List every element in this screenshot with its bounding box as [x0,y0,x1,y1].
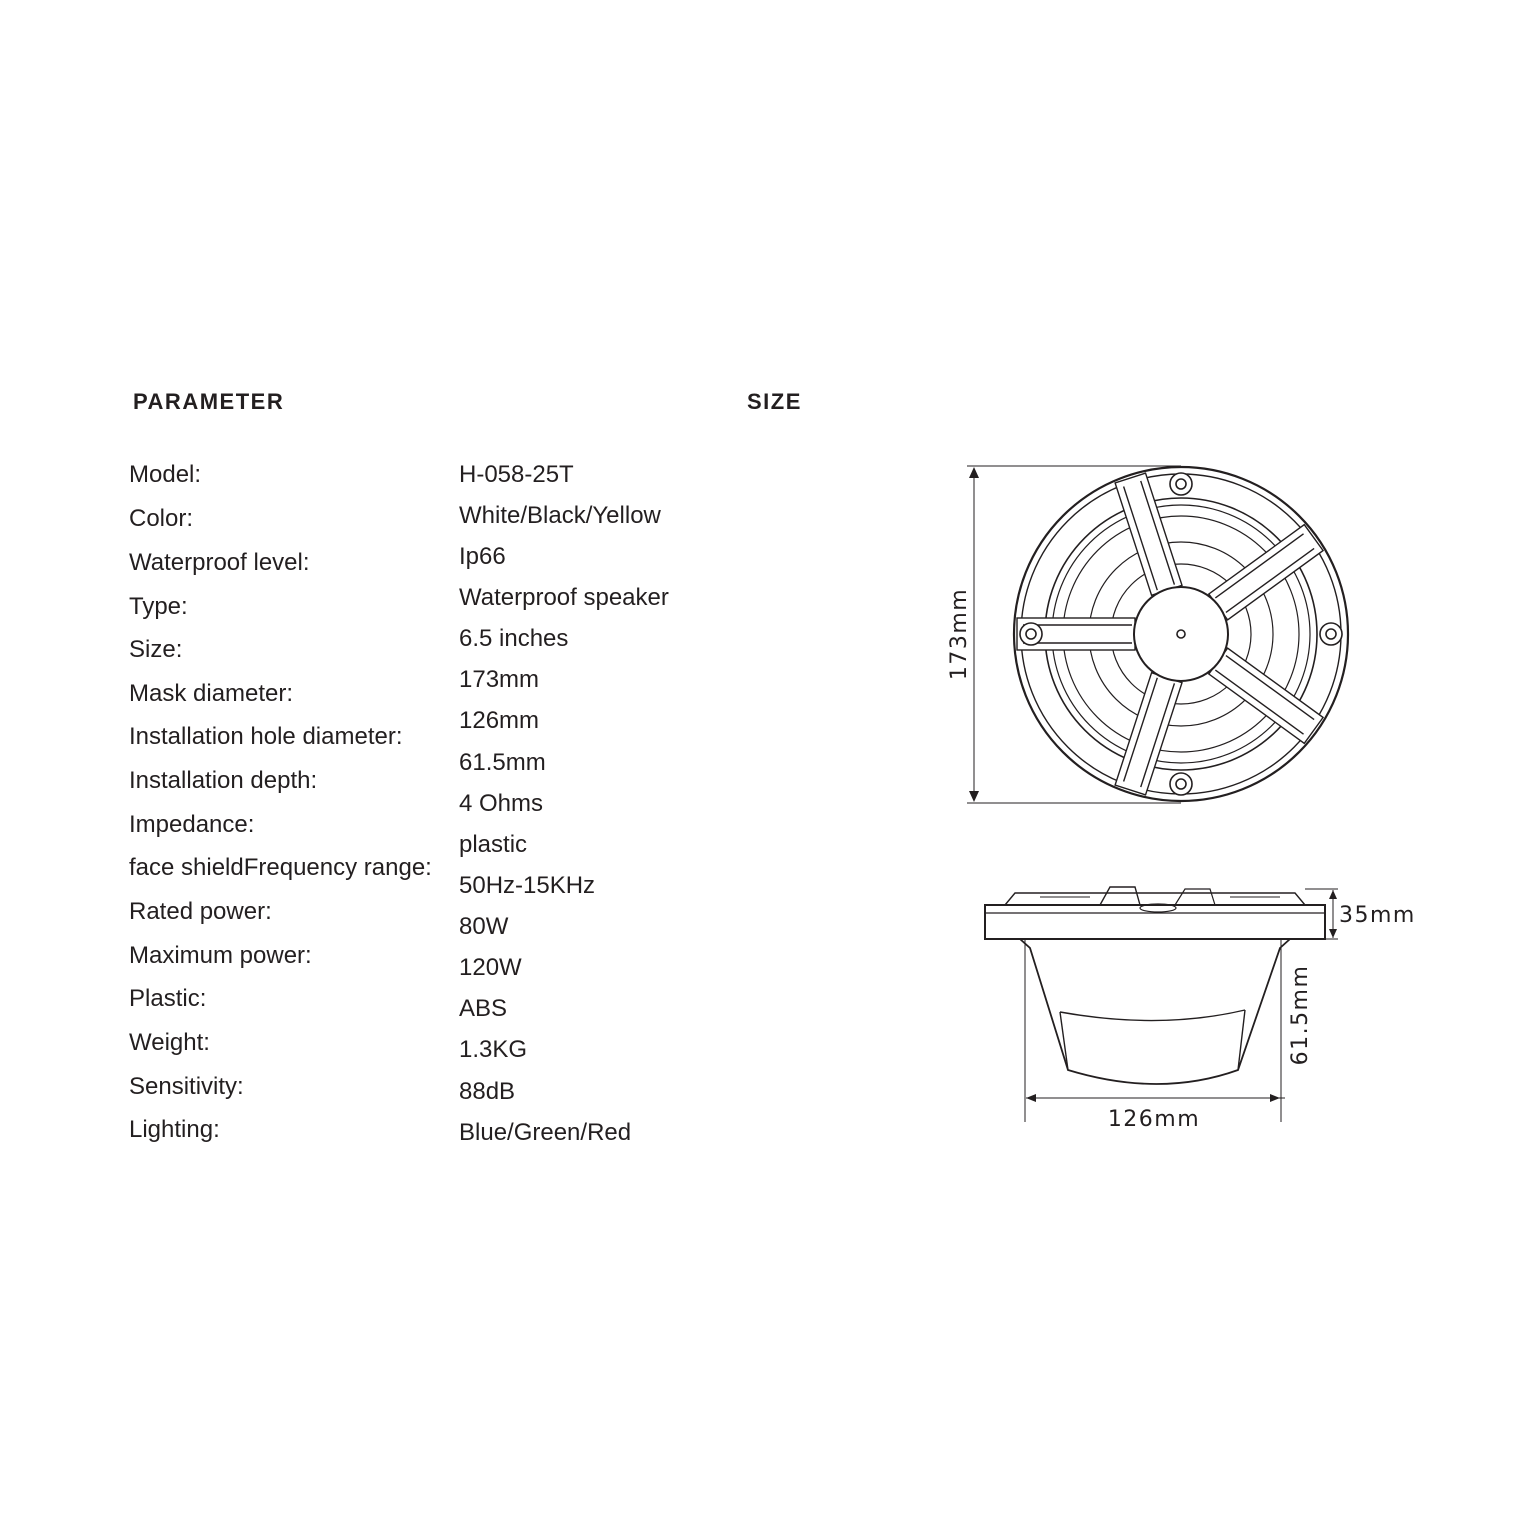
value-installation-depth: 61.5mm [459,749,546,776]
arrow-up-icon [969,467,979,478]
arrow-down-icon [969,791,979,802]
value-impedance: 4 Ohms [459,790,544,817]
value-maximum-power: 120W [459,954,522,981]
value-frequency-range: 50Hz-15KHz [459,872,596,899]
label-mask-diameter: Mask diameter: [129,680,294,707]
label-waterproof-level: Waterproof level: [129,549,310,576]
label-impedance: Impedance: [129,811,255,838]
size-heading: SIZE [747,389,802,414]
dim-label-61-5: 61.5mm [1288,964,1313,1066]
speaker-front-view [967,466,1348,803]
dim-label-173: 173mm [947,587,972,681]
label-model: Model: [129,461,202,488]
label-frequency-range: face shieldFrequency range: [129,854,432,881]
value-waterproof-level: Ip66 [459,543,506,570]
label-installation-depth: Installation depth: [129,767,318,794]
value-sensitivity: 88dB [459,1078,516,1105]
label-size: Size: [129,636,183,663]
center-cap [1134,587,1228,681]
label-type: Type: [129,593,188,620]
value-rated-power: 80W [459,913,509,940]
value-plastic: ABS [459,995,508,1022]
value-size: 6.5 inches [459,625,569,652]
dim-label-35: 35mm [1339,903,1416,928]
value-face-shield: plastic [459,831,528,858]
label-maximum-power: Maximum power: [129,942,312,969]
value-type: Waterproof speaker [459,584,669,611]
parameter-heading: PARAMETER [133,389,285,414]
label-plastic: Plastic: [129,985,207,1012]
flange [985,905,1325,939]
value-installation-hole-diameter: 126mm [459,707,540,734]
label-weight: Weight: [129,1029,210,1056]
label-color: Color: [129,505,194,532]
value-model: H-058-25T [459,461,574,488]
label-installation-hole-diameter: Installation hole diameter: [129,723,403,750]
speaker-side-view [985,887,1338,1122]
value-lighting: Blue/Green/Red [459,1119,632,1146]
dim-label-126: 126mm [1107,1107,1201,1132]
value-weight: 1.3KG [459,1036,528,1063]
value-mask-diameter: 173mm [459,666,540,693]
label-lighting: Lighting: [129,1116,220,1143]
label-rated-power: Rated power: [129,898,272,925]
value-color: White/Black/Yellow [459,502,661,529]
label-sensitivity: Sensitivity: [129,1073,244,1100]
